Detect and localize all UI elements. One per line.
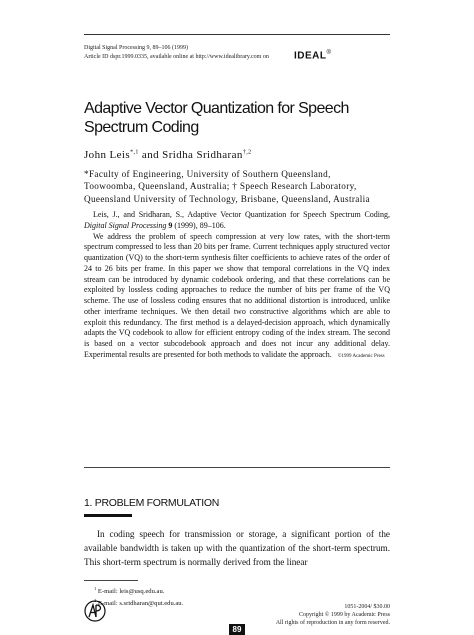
ideal-logo [294, 50, 331, 61]
abstract-body: We address the problem of speech compression at very low rates, with the short-term spectrum compressed to less than 20 bits per frame. Current techniques apply structured vector quantization (VQ) to the short-term synthesis filter coefficients to achieve rates of the order of 24 to 26 bits per frame. In this paper we show that temporal correlations in the VQ index stream can be introduced by dynamic codebook ordering, and that these correlations can be exploited by lossless coding approaches to reduce the number of bits per frame of the VQ scheme. The use of lossless coding ensures that no additional distortion is introduced, unlike other interframe techniques. We then detail two constructive algorithms which are able to exploit this redundancy. The first method is a delayed-decision approach, which dynamically adapts the VQ codebook to allow for efficient entropy coding of the index stream. The second is based on a vector subcodebook approach and does not incur any additional delay. Experimental results are presented for both methods to validate the approach. [84, 231, 390, 359]
abstract-credit: ©1999 Academic Press [337, 353, 385, 359]
author-mark-2: †,2 [242, 149, 252, 156]
citation-journal: Digital Signal Processing [84, 220, 167, 230]
footnote-rule [84, 580, 138, 581]
affiliations [84, 168, 394, 205]
footnote-mark: 2 [94, 598, 97, 604]
body-paragraph: In coding speech for transmission or storage, a significant portion of the available bandwidth is taken up with the quantization of the short-term spectrum. This short-term spectrum is normally derived from the linear [84, 529, 390, 567]
affiliation-line: Queensland University of Technology, Brisbane, Queensland, Australia [84, 193, 370, 204]
affiliation-line: *Faculty of Engineering, University of Southern Queensland, [84, 169, 331, 179]
author-name-1: John Leis [84, 149, 131, 161]
footnotes [94, 584, 183, 608]
title-line-1: Adaptive Vector Quantization for Speech [84, 100, 349, 117]
rights-line: All rights of reproduction in any form reserved. [275, 620, 390, 626]
paper-title [84, 99, 384, 137]
citation-rest: (1999), 89–106. [172, 220, 226, 230]
article-line: Article ID dspr.1999.0335, available online at http://www.idealibrary.com on [84, 54, 269, 60]
author-line [84, 149, 252, 161]
author-name-2: Sridha Sridharan [162, 149, 243, 161]
author-connector: and [138, 149, 163, 161]
section-heading-bar [84, 514, 132, 517]
citation-prefix: Leis, J., and Sridharan, S., Adaptive Vector Quantization for Speech Spectrum Coding, [93, 210, 390, 219]
footnote-text: E-mail: s.sridharan@qut.edu.au. [96, 600, 184, 608]
registered-mark: ® [326, 50, 332, 56]
journal-header [84, 44, 390, 62]
academic-press-logo-icon [84, 600, 106, 622]
affiliation-line: Toowoomba, Queensland, Australia; † Speech Research Laboratory, [84, 181, 357, 192]
page-number: 89 [229, 624, 245, 635]
section-heading: 1. PROBLEM FORMULATION [84, 497, 219, 509]
publisher-block [190, 603, 390, 627]
footnote-text: E-mail: leis@usq.edu.au. [96, 588, 165, 596]
issn-code: 1051-2004/ $30.00 [344, 604, 390, 610]
header-rule [84, 34, 390, 35]
section-body [84, 527, 390, 569]
citation-volume: 9 [166, 220, 173, 230]
title-line-2: Spectrum Coding [84, 119, 199, 136]
abstract-block [84, 210, 390, 363]
author-mark-1: *,1 [130, 149, 139, 156]
footnote-2 [94, 596, 183, 608]
abstract-rule [84, 467, 390, 468]
citation [84, 210, 390, 232]
footnote-1 [94, 584, 183, 596]
footnote-mark: 1 [94, 586, 97, 591]
copyright-line: Copyright © 1999 by Academic Press [298, 612, 390, 618]
abstract-text [84, 232, 390, 363]
ideal-logo-text: IDEAL [294, 50, 327, 62]
journal-line: Digital Signal Processing 9, 89–106 (1999) [84, 45, 188, 51]
